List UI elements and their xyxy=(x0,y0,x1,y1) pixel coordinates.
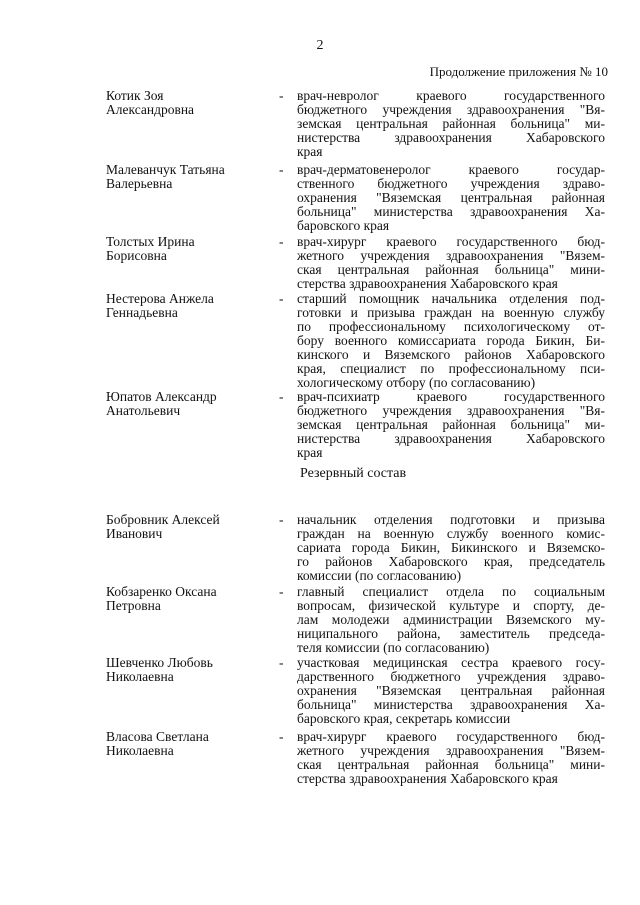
member-surname-line: Котик Зоя xyxy=(106,88,164,103)
member-position xyxy=(297,235,605,291)
member-patronymic-line: Иванович xyxy=(106,526,163,541)
member-patronymic-line: Николаевна xyxy=(106,669,174,684)
member-position xyxy=(297,513,605,583)
member-position xyxy=(297,656,605,726)
position-line: теля комиссии (по согласованию) xyxy=(297,641,490,655)
member-name xyxy=(106,656,276,684)
separator-dash: - xyxy=(279,291,284,306)
position-line: жетного учреждения здравоохранения "Вязем- xyxy=(297,744,605,758)
position-line: старший помощник начальника отделения под- xyxy=(297,292,605,306)
position-line: земская центральная районная больница" ми- xyxy=(297,117,605,131)
member-patronymic-line: Александровна xyxy=(106,102,195,117)
position-line: жетного учреждения здравоохранения "Вязем- xyxy=(297,249,605,263)
position-line: края, специалист по профессиональному пси- xyxy=(297,362,605,376)
member-patronymic-line: Валерьевна xyxy=(106,176,173,191)
position-line: бору военного комиссариата города Бикин, Би- xyxy=(297,334,605,348)
position-line: ниципального района, заместитель председа- xyxy=(297,627,605,641)
position-line: нистерства здравоохранения Хабаровского xyxy=(297,432,605,446)
position-line: стерства здравоохранения Хабаровского края xyxy=(297,772,558,786)
member-position xyxy=(297,163,605,233)
member-position xyxy=(297,730,605,786)
position-line: начальник отделения подготовки и призыва xyxy=(297,513,605,527)
position-line: кинского и Вяземского районов Хабаровского xyxy=(297,348,605,362)
member-position xyxy=(297,390,605,460)
member-surname-line: Власова Светлана xyxy=(106,729,209,744)
page-number: 2 xyxy=(316,38,324,53)
member-surname-line: Нестерова Анжела xyxy=(106,291,214,306)
member-surname-line: Шевченко Любовь xyxy=(106,655,213,670)
position-line: по профессиональному психологическому от- xyxy=(297,320,605,334)
separator-dash: - xyxy=(279,234,284,249)
position-line: вопросам, физической культуре и спорту, де- xyxy=(297,599,605,613)
position-line: края xyxy=(297,446,323,460)
position-line: ская центральная районная больница" мини- xyxy=(297,263,605,277)
position-line: стерства здравоохранения Хабаровского края xyxy=(297,277,558,291)
position-line: баровского края, секретарь комиссии xyxy=(297,712,511,726)
position-line: граждан на военную службу военного комис- xyxy=(297,527,605,541)
position-line: охранения "Вяземская центральная районная xyxy=(297,684,605,698)
position-line: дарственного бюджетного учреждения здраво- xyxy=(297,670,605,684)
position-line: врач-хирург краевого государственного бюд- xyxy=(297,730,605,744)
separator-dash: - xyxy=(279,729,284,744)
position-line: баровского края xyxy=(297,219,390,233)
reserve-section-title: Резервный состав xyxy=(300,466,407,481)
continuation-header: Продолжение приложения № 10 xyxy=(429,64,608,79)
member-surname-line: Юпатов Александр xyxy=(106,389,217,404)
position-line: го районов Хабаровского края, председатель xyxy=(297,555,605,569)
member-name xyxy=(106,513,276,541)
member-patronymic-line: Геннадьевна xyxy=(106,305,178,320)
separator-dash: - xyxy=(279,584,284,599)
position-line: сариата города Бикин, Бикинского и Вяземско- xyxy=(297,541,605,555)
member-position xyxy=(297,292,605,390)
separator-dash: - xyxy=(279,162,284,177)
position-line: ственного бюджетного учреждения здраво- xyxy=(297,177,605,191)
position-line: участковая медицинская сестра краевого госу- xyxy=(297,656,605,670)
position-line: бюджетного учреждения здравоохранения "Вя- xyxy=(297,404,605,418)
position-line: комиссии (по согласованию) xyxy=(297,569,462,583)
position-line: ская центральная районная больница" мини- xyxy=(297,758,605,772)
position-line: охранения "Вяземская центральная районная xyxy=(297,191,605,205)
position-line: земская центральная районная больница" ми- xyxy=(297,418,605,432)
member-position xyxy=(297,585,605,655)
member-surname-line: Толстых Ирина xyxy=(106,234,195,249)
position-line: лам молодежи администрации Вяземского му- xyxy=(297,613,605,627)
position-line: главный специалист отдела по социальным xyxy=(297,585,605,599)
member-name xyxy=(106,163,276,191)
position-line: хологическому отбору (по согласованию) xyxy=(297,376,536,390)
position-line: края xyxy=(297,145,323,159)
member-name xyxy=(106,235,276,263)
member-name xyxy=(106,730,276,758)
member-patronymic-line: Николаевна xyxy=(106,743,174,758)
member-surname-line: Бобровник Алексей xyxy=(106,512,220,527)
separator-dash: - xyxy=(279,655,284,670)
member-name xyxy=(106,585,276,613)
member-position xyxy=(297,89,605,159)
member-name xyxy=(106,89,276,117)
position-line: больница" министерства здравоохранения Ха- xyxy=(297,698,605,712)
position-line: бюджетного учреждения здравоохранения "Вя- xyxy=(297,103,605,117)
member-patronymic-line: Борисовна xyxy=(106,248,167,263)
member-surname-line: Кобзаренко Оксана xyxy=(106,584,217,599)
position-line: больница" министерства здравоохранения Ха- xyxy=(297,205,605,219)
member-patronymic-line: Анатольевич xyxy=(106,403,181,418)
position-line: врач-психиатр краевого государственного xyxy=(297,390,605,404)
member-name xyxy=(106,292,276,320)
member-patronymic-line: Петровна xyxy=(106,598,161,613)
separator-dash: - xyxy=(279,512,284,527)
member-surname-line: Малеванчук Татьяна xyxy=(106,162,225,177)
member-name xyxy=(106,390,276,418)
position-line: врач-невролог краевого государственного xyxy=(297,89,605,103)
position-line: врач-дерматовенеролог краевого государ- xyxy=(297,163,605,177)
separator-dash: - xyxy=(279,389,284,404)
separator-dash: - xyxy=(279,88,284,103)
position-line: врач-хирург краевого государственного бюд- xyxy=(297,235,605,249)
position-line: готовки и призыва граждан на военную службу xyxy=(297,306,605,320)
position-line: нистерства здравоохранения Хабаровского xyxy=(297,131,605,145)
